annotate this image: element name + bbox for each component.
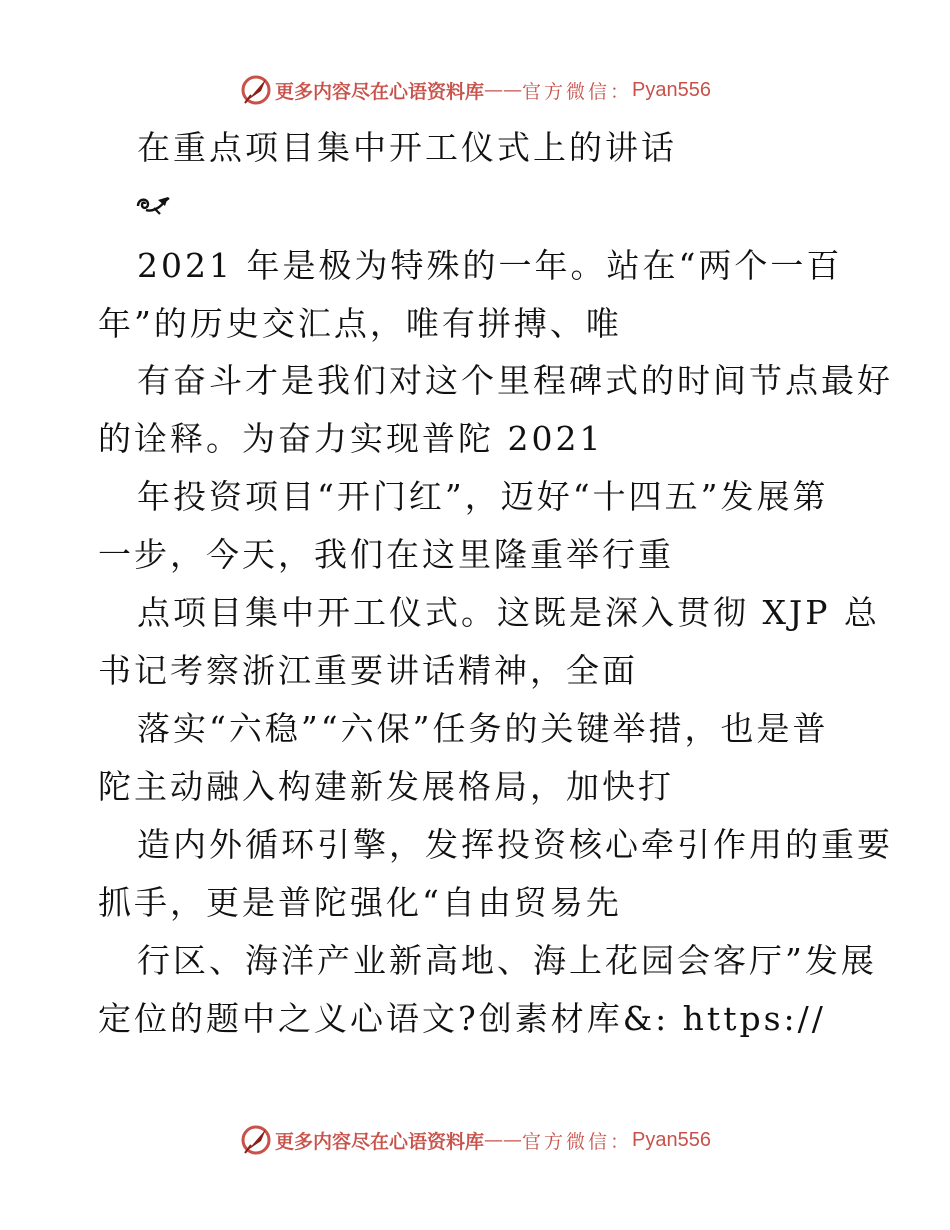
swirl-ornament-icon <box>134 192 172 218</box>
document-title: 在重点项目集中开工仪式上的讲话 <box>137 128 677 167</box>
body-line: 落实“六稳”“六保”任务的关键举措，也是普 <box>137 709 829 748</box>
body-line: 定位的题中之义心语文?创素材库&: https:// <box>98 999 826 1038</box>
feather-pen-logo-icon <box>239 73 273 107</box>
body-line: 造内外循环引擎，发挥投资核心牵引作用的重要 <box>137 825 893 864</box>
header-separator: —— <box>484 79 523 101</box>
header-brand: 更多内容尽在心语资料库 <box>275 80 485 103</box>
footer-brand: 更多内容尽在心语资料库 <box>275 1130 485 1153</box>
footer-wechat-label: 官方微信： <box>522 1130 633 1153</box>
body-line: 陀主动融入构建新发展格局，加快打 <box>98 767 674 806</box>
body-line: 一步，今天，我们在这里隆重举行重 <box>98 535 674 574</box>
footer-banner <box>0 1120 950 1160</box>
body-line: 年投资项目“开门红”，迈好“十四五”发展第 <box>137 477 829 516</box>
header-wechat-label: 官方微信： <box>522 80 633 103</box>
body-line: 行区、海洋产业新高地、海上花园会客厅”发展 <box>137 941 877 980</box>
body-line: 的诠释。为奋力实现普陀 2021 <box>98 419 604 458</box>
body-line: 抓手，更是普陀强化“自由贸易先 <box>98 883 622 922</box>
body-line: 点项目集中开工仪式。这既是深入贯彻 XJP 总 <box>137 593 880 632</box>
footer-separator: —— <box>484 1129 523 1151</box>
body-line: 书记考察浙江重要讲话精神，全面 <box>98 651 638 690</box>
body-line: 2021 年是极为特殊的一年。站在“两个一百 <box>137 246 843 285</box>
body-line: 年”的历史交汇点，唯有拼搏、唯 <box>98 304 622 343</box>
feather-pen-logo-icon <box>239 1123 273 1157</box>
header-account: Pyan556 <box>632 78 711 101</box>
header-banner <box>0 70 950 110</box>
footer-account: Pyan556 <box>632 1128 711 1151</box>
body-line: 有奋斗才是我们对这个里程碑式的时间节点最好 <box>137 361 893 400</box>
